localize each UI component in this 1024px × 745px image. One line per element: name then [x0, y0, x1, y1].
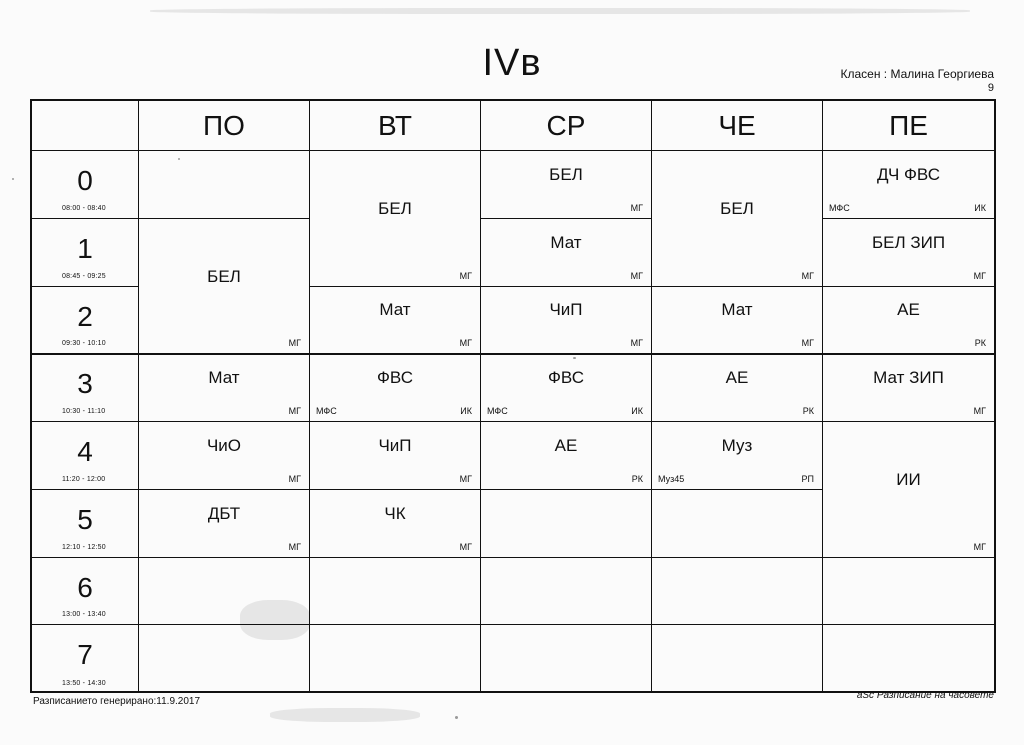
lesson-subject: ИИ	[896, 469, 921, 489]
lesson-cell	[481, 219, 651, 287]
period-number: 2	[77, 300, 93, 332]
lesson-cell	[481, 354, 651, 422]
empty-cell	[310, 558, 480, 626]
lesson-cell	[139, 354, 309, 422]
lesson-subject: БЕЛ	[549, 164, 583, 184]
lesson-subject: ЧиО	[206, 435, 242, 455]
scan-speck	[12, 178, 14, 180]
period-cell	[32, 287, 139, 355]
lesson-cell	[310, 151, 480, 287]
lesson-room: Муз45	[658, 473, 685, 484]
lesson-teacher: МГ	[288, 338, 301, 349]
lesson-teacher: МГ	[288, 541, 301, 552]
lesson-subject: ДБТ	[207, 503, 241, 523]
lesson-subject: Мат ЗИП	[873, 368, 944, 388]
day-column	[310, 151, 481, 691]
period-number: 3	[77, 368, 93, 400]
period-number: 4	[77, 436, 93, 467]
empty-cell	[481, 625, 651, 693]
lesson-teacher: МГ	[973, 541, 986, 552]
lesson-teacher: ИК	[974, 202, 986, 213]
lesson-cell	[652, 287, 822, 355]
lesson-teacher: МГ	[973, 270, 986, 281]
lesson-room: МФС	[829, 202, 850, 213]
lesson-teacher: ИК	[460, 406, 472, 416]
lesson-cell	[652, 354, 822, 422]
lesson-teacher: МГ	[801, 338, 814, 349]
timetable-grid	[30, 99, 996, 693]
lesson-cell	[823, 287, 994, 355]
lesson-teacher: ИК	[631, 406, 643, 416]
lesson-cell	[310, 422, 480, 490]
day-header: ПО	[139, 101, 310, 151]
lesson-teacher: РК	[974, 338, 986, 349]
lesson-cell	[310, 287, 480, 355]
lesson-subject: ЧиП	[378, 435, 412, 455]
empty-cell	[139, 151, 309, 219]
period-cell	[32, 558, 139, 626]
empty-cell	[481, 490, 651, 558]
empty-cell	[652, 625, 822, 693]
header-corner	[32, 101, 139, 151]
lesson-subject: Мат	[379, 300, 411, 320]
period-time: 10:30 - 11:10	[62, 408, 106, 415]
period-time: 09:30 - 10:10	[62, 340, 106, 348]
empty-cell	[481, 558, 651, 626]
lesson-cell	[823, 151, 994, 219]
period-number: 0	[77, 165, 93, 196]
lesson-subject: ДЧ ФВС	[877, 164, 940, 184]
period-number: 1	[77, 232, 93, 264]
period-number: 6	[77, 571, 93, 603]
lesson-room: МФС	[487, 406, 508, 416]
lesson-teacher: МГ	[288, 406, 301, 416]
lesson-teacher: МГ	[459, 338, 472, 349]
lesson-subject: БЕЛ	[378, 198, 412, 218]
lesson-cell	[139, 490, 309, 558]
class-title: IVв	[482, 42, 542, 84]
period-cell	[32, 151, 139, 219]
lesson-teacher: МГ	[288, 473, 301, 484]
empty-cell	[139, 558, 309, 626]
lesson-teacher: РК	[631, 473, 643, 484]
scan-smudge	[150, 8, 970, 14]
period-cell	[32, 354, 139, 422]
empty-cell	[823, 558, 994, 626]
lesson-teacher: МГ	[801, 270, 814, 281]
lesson-cell	[652, 422, 822, 490]
lesson-subject: ФВС	[377, 368, 413, 388]
lesson-room: МФС	[316, 406, 337, 416]
lesson-subject: Мат	[550, 232, 582, 252]
lesson-subject: БЕЛ ЗИП	[871, 232, 946, 252]
period-time: 08:00 - 08:40	[62, 204, 106, 212]
page-number: 9	[987, 82, 994, 94]
period-time: 13:50 - 14:30	[62, 680, 106, 687]
break-divider	[32, 353, 994, 355]
lesson-teacher: МГ	[459, 473, 472, 484]
period-time: 13:00 - 13:40	[62, 611, 106, 619]
lesson-subject: Мат	[721, 300, 753, 320]
day-column	[139, 151, 310, 691]
period-cell	[32, 219, 139, 287]
period-cell	[32, 625, 139, 693]
lesson-subject: ЧиП	[549, 300, 583, 320]
lesson-teacher: РК	[802, 406, 814, 416]
lesson-subject: ЧК	[384, 503, 406, 523]
day-header: ПЕ	[823, 101, 994, 151]
period-time: 11:20 - 12:00	[62, 475, 106, 483]
empty-cell	[139, 625, 309, 693]
software-credit: aSc Разписание на часовете	[856, 690, 994, 701]
scan-smudge	[270, 708, 420, 722]
day-column	[823, 151, 994, 691]
period-number: 7	[77, 639, 93, 671]
period-time: 08:45 - 09:25	[62, 272, 106, 280]
lesson-teacher: МГ	[630, 338, 643, 349]
lesson-subject: БЕЛ	[207, 266, 241, 286]
empty-cell	[652, 558, 822, 626]
empty-cell	[823, 625, 994, 693]
lesson-cell	[310, 490, 480, 558]
day-header: ВТ	[310, 101, 481, 151]
lesson-subject: АЕ	[725, 368, 749, 388]
lesson-teacher: РП	[801, 473, 814, 484]
lesson-subject: БЕЛ	[720, 198, 754, 218]
empty-cell	[652, 490, 822, 558]
period-number: 5	[77, 503, 93, 535]
lesson-cell	[823, 354, 994, 422]
lesson-teacher: МГ	[630, 270, 643, 281]
lesson-cell	[481, 151, 651, 219]
period-time: 12:10 - 12:50	[62, 543, 106, 551]
lesson-subject: АЕ	[897, 300, 920, 320]
day-column	[652, 151, 823, 691]
generated-date: Разписанието генерирано:11.9.2017	[33, 696, 201, 707]
lesson-teacher: МГ	[459, 270, 472, 281]
lesson-cell	[823, 219, 994, 287]
lesson-cell	[652, 151, 822, 287]
lesson-cell	[139, 219, 309, 355]
lesson-cell	[139, 422, 309, 490]
class-teacher: Класен : Малина Георгиева	[840, 67, 994, 81]
period-cell	[32, 490, 139, 558]
period-cell	[32, 422, 139, 490]
lesson-teacher: МГ	[973, 406, 986, 416]
lesson-subject: АЕ	[554, 435, 578, 455]
lesson-subject: Муз	[721, 435, 753, 455]
lesson-cell	[481, 287, 651, 355]
lesson-teacher: МГ	[630, 202, 643, 213]
lesson-cell	[481, 422, 651, 490]
lesson-cell	[310, 354, 480, 422]
day-header: ЧЕ	[652, 101, 823, 151]
lesson-subject: Мат	[208, 368, 240, 388]
empty-cell	[310, 625, 480, 693]
lesson-teacher: МГ	[459, 541, 472, 552]
lesson-subject: ФВС	[548, 368, 584, 388]
lesson-cell	[823, 422, 994, 558]
day-column	[481, 151, 652, 691]
day-header: СР	[481, 101, 652, 151]
scan-speck	[455, 716, 458, 719]
